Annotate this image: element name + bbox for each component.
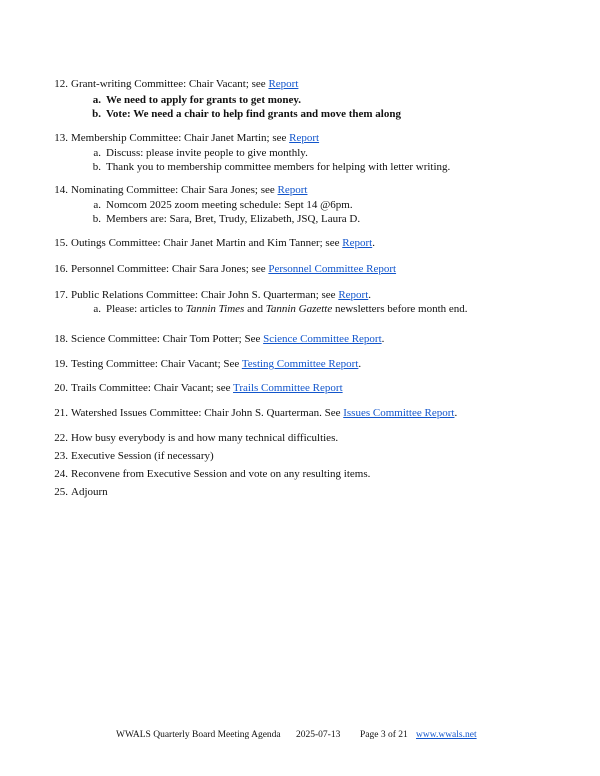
item-number: 25. <box>54 486 68 498</box>
trails-report-link[interactable]: Trails Committee Report <box>233 382 343 394</box>
testing-report-link[interactable]: Testing Committee Report <box>241 358 359 370</box>
item-text: Public Relations Committee: Chair John S. Quarterman; see <box>71 289 339 301</box>
item-text: Outings Committee: Chair Janet Martin and Kim Tanner; see <box>71 237 343 249</box>
item-text: Adjourn <box>71 486 108 498</box>
item-text: Nominating Committee: Chair Sara Jones; see <box>71 184 278 196</box>
item-text: Science Committee: Chair Tom Potter; See <box>71 333 264 345</box>
item-text: Personnel Committee: Chair Sara Jones; see <box>71 263 269 275</box>
newsletter-name: Tannin Times <box>185 303 245 315</box>
item-text: Watershed Issues Committee: Chair John S. Quarterman. See <box>71 407 344 419</box>
item-number: 13. <box>54 132 68 144</box>
item-number: 20. <box>54 382 68 394</box>
sub-item-text: Nomcom 2025 zoom meeting schedule: Sept 14 @6pm. <box>106 199 353 211</box>
sub-item-letter: a. <box>93 199 101 211</box>
sub-item-letter: b. <box>92 213 101 225</box>
sub-item-text: Discuss: please invite people to give monthly. <box>106 147 308 159</box>
sub-item-text: Thank you to membership committee members for helping with letter writing. <box>106 161 451 173</box>
footer-date: 2025-07-13 <box>296 730 341 740</box>
item-text: Grant-writing Committee: Chair Vacant; see <box>71 78 269 90</box>
report-link[interactable]: Report <box>277 184 308 196</box>
report-link[interactable]: Report <box>338 289 369 301</box>
item-number: 23. <box>54 450 68 462</box>
item-number: 12. <box>54 78 68 90</box>
report-link[interactable]: Report <box>342 237 373 249</box>
personnel-report-link[interactable]: Personnel Committee Report <box>268 263 397 275</box>
report-link[interactable]: Report <box>268 78 299 90</box>
item-text: Reconvene from Executive Session and vote on any resulting items. <box>71 468 371 480</box>
sub-item-letter: a. <box>93 147 101 159</box>
sub-item-letter: a. <box>92 94 101 106</box>
item-text: Trails Committee: Chair Vacant; see <box>71 382 234 394</box>
newsletter-name: Tannin Gazette <box>265 303 333 315</box>
item-number: 16. <box>54 263 68 275</box>
sub-item-letter: b. <box>92 161 101 173</box>
item-number: 17. <box>54 289 68 301</box>
item-number: 14. <box>54 184 68 196</box>
sub-item-letter: b. <box>92 108 101 120</box>
report-link[interactable]: Report <box>289 132 320 144</box>
sub-item-text: We need to apply for grants to get money. <box>106 94 302 106</box>
item-number: 21. <box>54 407 68 419</box>
item-text: Executive Session (if necessary) <box>71 450 214 462</box>
footer-website-link[interactable]: www.wwals.net <box>416 730 477 740</box>
sub-item-text: Please: articles to Tannin Times and Tannin Gazette newsletters before month end. <box>106 303 468 315</box>
science-report-link[interactable]: Science Committee Report <box>263 333 382 345</box>
issues-report-link[interactable]: Issues Committee Report <box>343 407 455 419</box>
sub-item-letter: a. <box>93 303 101 315</box>
item-text: Testing Committee: Chair Vacant; See <box>71 358 242 370</box>
item-number: 15. <box>54 237 68 249</box>
item-number: 19. <box>54 358 68 370</box>
sub-item-text: Vote: We need a chair to help find grants and move them along <box>106 108 401 120</box>
footer-title: WWALS Quarterly Board Meeting Agenda <box>116 730 281 740</box>
sub-item-text: Members are: Sara, Bret, Trudy, Elizabeth, JSQ, Laura D. <box>106 213 361 225</box>
item-number: 24. <box>54 468 68 480</box>
item-text: How busy everybody is and how many technical difficulties. <box>71 432 339 444</box>
item-text: Membership Committee: Chair Janet Martin; see <box>71 132 290 144</box>
item-number: 22. <box>54 432 68 444</box>
item-number: 18. <box>54 333 68 345</box>
footer-page-number: Page 3 of 21 <box>360 730 408 740</box>
